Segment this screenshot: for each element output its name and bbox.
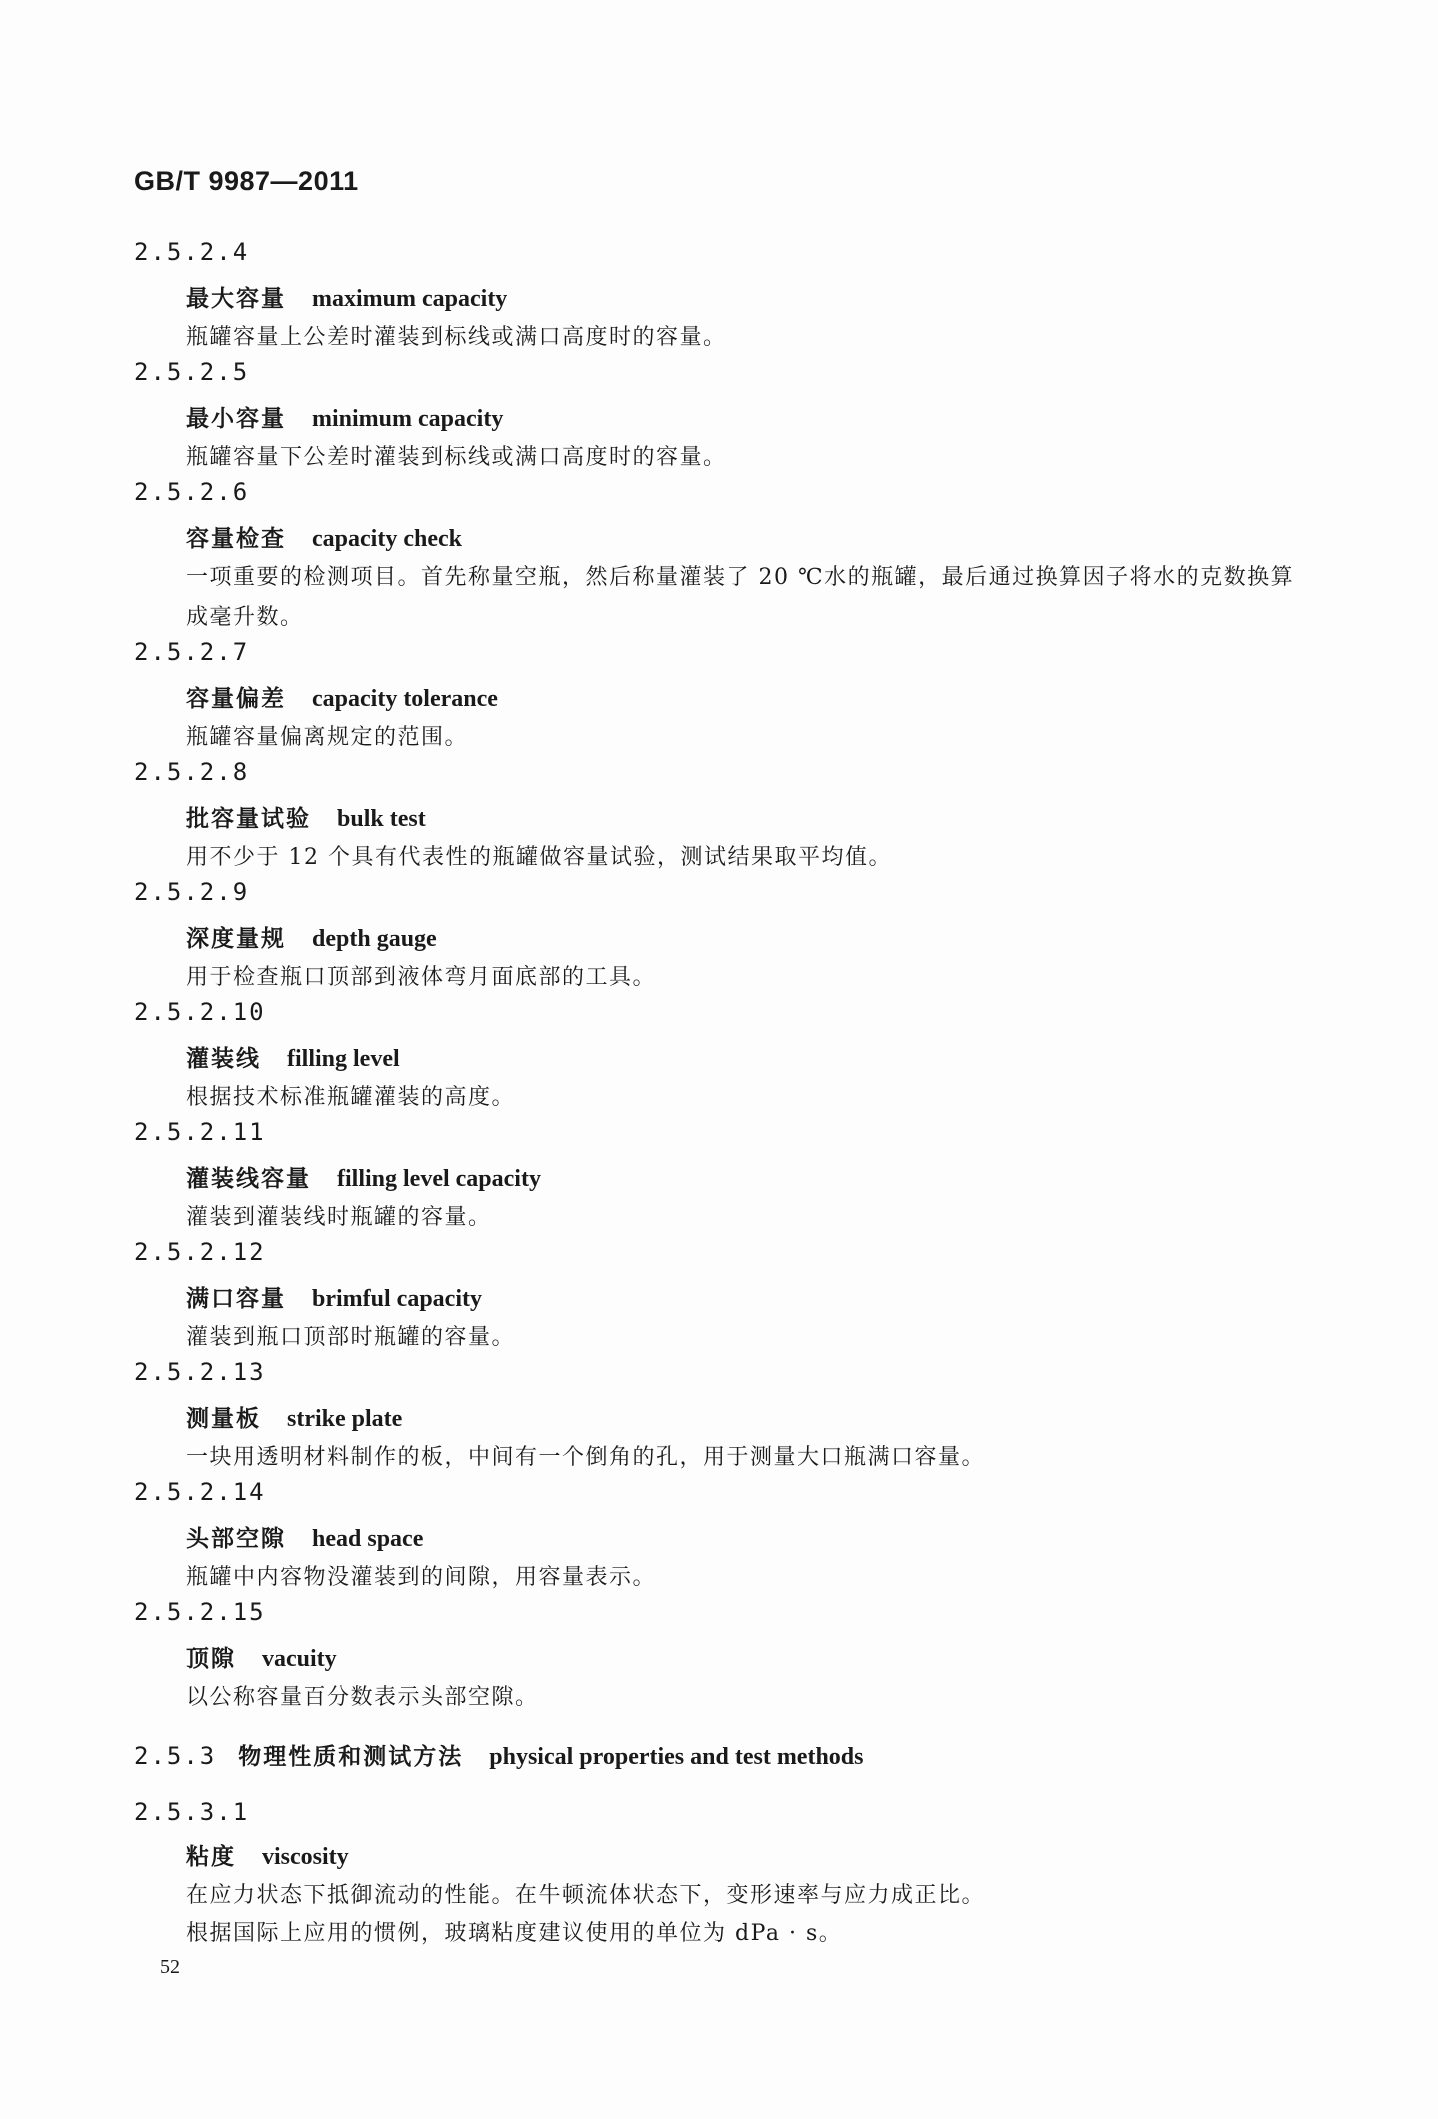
section-title-en: physical properties and test methods — [489, 1744, 864, 1770]
term-heading — [186, 920, 437, 953]
term-en: filling level — [287, 1046, 400, 1072]
standard-code: GB/T 9987—2011 — [134, 166, 359, 196]
term-definition: 瓶罐中内容物没灌装到的间隙，用容量表示。 — [186, 1565, 657, 1590]
term-definition: 用于检查瓶口顶部到液体弯月面底部的工具。 — [186, 965, 657, 990]
term-zh: 灌装线 — [186, 1046, 261, 1072]
term-en: depth gauge — [312, 926, 437, 952]
term-heading — [186, 1640, 337, 1673]
term-zh: 最小容量 — [186, 406, 286, 432]
term-heading — [186, 400, 503, 433]
entry-number: 2.5.3.1 — [134, 1798, 250, 1826]
term-en: viscosity — [262, 1844, 349, 1870]
term-definition: 瓶罐容量偏离规定的范围。 — [186, 725, 469, 750]
term-en: head space — [312, 1526, 424, 1552]
entry-number: 2.5.2.10 — [134, 998, 266, 1026]
term-definition: 一块用透明材料制作的板，中间有一个倒角的孔，用于测量大口瓶满口容量。 — [186, 1445, 986, 1470]
entry-number: 2.5.2.11 — [134, 1118, 266, 1146]
term-zh: 深度量规 — [186, 926, 286, 952]
entry-number: 2.5.2.9 — [134, 878, 250, 906]
entry-number: 2.5.2.5 — [134, 358, 250, 386]
entry-number: 2.5.2.8 — [134, 758, 250, 786]
term-heading — [186, 800, 426, 833]
term-heading — [186, 680, 498, 713]
term-heading — [186, 1520, 423, 1553]
term-en: maximum capacity — [312, 286, 508, 312]
entry-number: 2.5.2.14 — [134, 1478, 266, 1506]
section-heading — [134, 1738, 864, 1771]
term-en: capacity tolerance — [312, 686, 498, 712]
term-heading — [186, 1160, 541, 1193]
term-heading — [186, 1838, 349, 1871]
term-definition: 灌装到灌装线时瓶罐的容量。 — [186, 1205, 492, 1230]
term-zh: 头部空隙 — [186, 1526, 286, 1552]
term-heading — [186, 1400, 402, 1433]
term-en: bulk test — [337, 806, 426, 832]
term-zh: 满口容量 — [186, 1286, 286, 1312]
term-definition: 一项重要的检测项目。首先称量空瓶，然后称量灌装了 20 ℃水的瓶罐，最后通过换算因子将水的克数换算成毫升数。 — [186, 565, 1295, 630]
term-heading — [186, 1040, 400, 1073]
page-number: 52 — [160, 1956, 180, 1978]
term-definition: 瓶罐容量下公差时灌装到标线或满口高度时的容量。 — [186, 445, 727, 470]
term-zh: 容量检查 — [186, 526, 286, 552]
term-en: vacuity — [262, 1646, 337, 1672]
term-definition-note: 根据国际上应用的惯例，玻璃粘度建议使用的单位为 dPa · s。 — [186, 1921, 843, 1946]
term-en: minimum capacity — [312, 406, 504, 432]
term-definition: 根据技术标准瓶罐灌装的高度。 — [186, 1085, 516, 1110]
section-number: 2.5.3 — [134, 1742, 217, 1770]
entry-number: 2.5.2.7 — [134, 638, 250, 666]
term-zh: 测量板 — [186, 1406, 261, 1432]
term-zh: 粘度 — [186, 1844, 236, 1870]
term-en: capacity check — [312, 526, 462, 552]
term-heading — [186, 1280, 482, 1313]
section-title-zh: 物理性质和测试方法 — [238, 1744, 464, 1770]
term-zh: 最大容量 — [186, 286, 286, 312]
term-definition: 在应力状态下抵御流动的性能。在牛顿流体状态下，变形速率与应力成正比。 — [186, 1883, 986, 1908]
entry-number: 2.5.2.15 — [134, 1598, 266, 1626]
term-zh: 批容量试验 — [186, 806, 311, 832]
term-definition: 用不少于 12 个具有代表性的瓶罐做容量试验，测试结果取平均值。 — [186, 845, 892, 870]
term-heading — [186, 520, 462, 553]
term-definition: 灌装到瓶口顶部时瓶罐的容量。 — [186, 1325, 516, 1350]
term-en: strike plate — [287, 1406, 403, 1432]
term-zh: 灌装线容量 — [186, 1166, 311, 1192]
term-definition: 以公称容量百分数表示头部空隙。 — [186, 1685, 539, 1710]
term-heading — [186, 280, 507, 313]
entry-number: 2.5.2.4 — [134, 238, 250, 266]
term-en: filling level capacity — [337, 1166, 541, 1192]
entry-number: 2.5.2.13 — [134, 1358, 266, 1386]
term-definition: 瓶罐容量上公差时灌装到标线或满口高度时的容量。 — [186, 325, 727, 350]
term-en: brimful capacity — [312, 1286, 482, 1312]
term-zh: 容量偏差 — [186, 686, 286, 712]
term-zh: 顶隙 — [186, 1646, 236, 1672]
entry-number: 2.5.2.12 — [134, 1238, 266, 1266]
entry-number: 2.5.2.6 — [134, 478, 250, 506]
